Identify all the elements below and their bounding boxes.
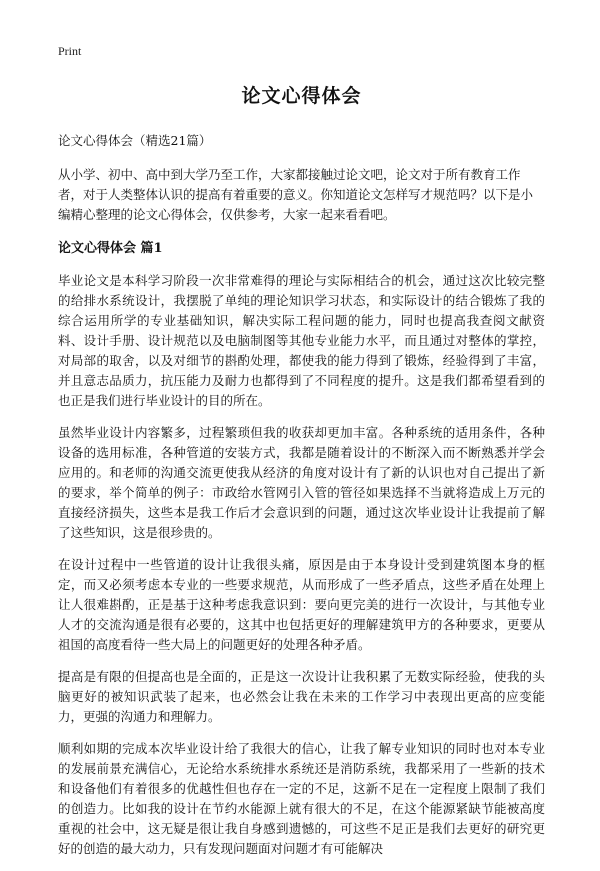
document-content <box>58 81 545 871</box>
body-paragraph: 虽然毕业设计内容繁多，过程繁琐但我的收获却更加丰富。各种系统的适用条件，各种设备的选用标准，各种管道的安装方式，我都是随着设计的不断深入而不断熟悉并学会应用的。和老师的沟通交流更使我从经济的角度对设计有了新的认识也对自己提出了新的要求，举个简单的例子：市政给水管网引入管的管径如果选择不当就将造成上万元的直接经济损失，这些本是我工作后才会意识到的问题，通过这次毕业设计让我提前了解了这些知识，这是很珍贵的。 <box>58 425 545 540</box>
intro-paragraph: 从小学、初中、高中到大学乃至工作，大家都接触过论文吧，论文对于所有教育工作者，对于人类整体认识的提高有着重要的意义。你知道论文怎样写才规范吗？以下是小编精心整理的论文心得体会，仅供参考，大家一起来看看吧。 <box>58 167 534 222</box>
body-paragraph: 在设计过程中一些管道的设计让我很头痛，原因是由于本身设计受到建筑图本身的框定，而又必须考虑本专业的一些要求规范，从而形成了一些矛盾点，这些矛盾在处理上让人很难斟酌，正是基于这种考虑我意识到：要向更完美的进行一次设计，与其他专业人才的交流沟通是很有必要的，这其中也包括更好的理解建筑甲方的各种要求，更要从祖国的高度看待一些大局上的问题更好的处理各种矛盾。 <box>58 557 545 652</box>
body-paragraph: 毕业论文是本科学习阶段一次非常难得的理论与实际相结合的机会，通过这次比较完整的给排水系统设计，我摆脱了单纯的理论知识学习状态，和实际设计的结合锻炼了我的综合运用所学的专业基础知识，解决实际工程问题的能力，同时也提高我查阅文献资料、设计手册、设计规范以及电脑制图等其他专业能力水平，而且通过对整体的掌控，对局部的取舍，以及对细节的斟酌处理，都使我的能力得到了锻炼，经验得到了丰富，并且意志品质力，抗压能力及耐力也都得到了不同程度的提升。这是我们都希望看到的也正是我们进行毕业设计的目的所在。 <box>58 273 545 408</box>
print-link[interactable]: Print <box>58 44 82 58</box>
document-subtitle: 论文心得体会（精选21篇） <box>58 133 212 148</box>
section-heading: 论文心得体会 篇1 <box>58 241 163 256</box>
page-title: 论文心得体会 <box>241 85 362 107</box>
body-paragraph: 提高是有限的但提高也是全面的，正是这一次设计让我积累了无数实际经验，使我的头脑更好的被知识武装了起来，也必然会让我在未来的工作学习中表现出更高的应变能力，更强的沟通力和理解力。 <box>58 669 545 724</box>
body-paragraph: 顺利如期的完成本次毕业设计给了我很大的信心，让我了解专业知识的同时也对本专业的发展前景充满信心，无论给水系统排水系统还是消防系统，我都采用了一些新的技术和设备他们有着很多的优越性但也存在一定的不足，这新不足在一定程度上限制了我们的创造力。比如我的设计在节约水能源上就有很大的不足，在这个能源紧缺节能被高度重视的社会中，这无疑是很让我自身感到遗憾的，可这些不足正是我们去更好的研究更好的创造的最大动力，只有发现问题面对问题才有可能解决 <box>58 741 545 856</box>
